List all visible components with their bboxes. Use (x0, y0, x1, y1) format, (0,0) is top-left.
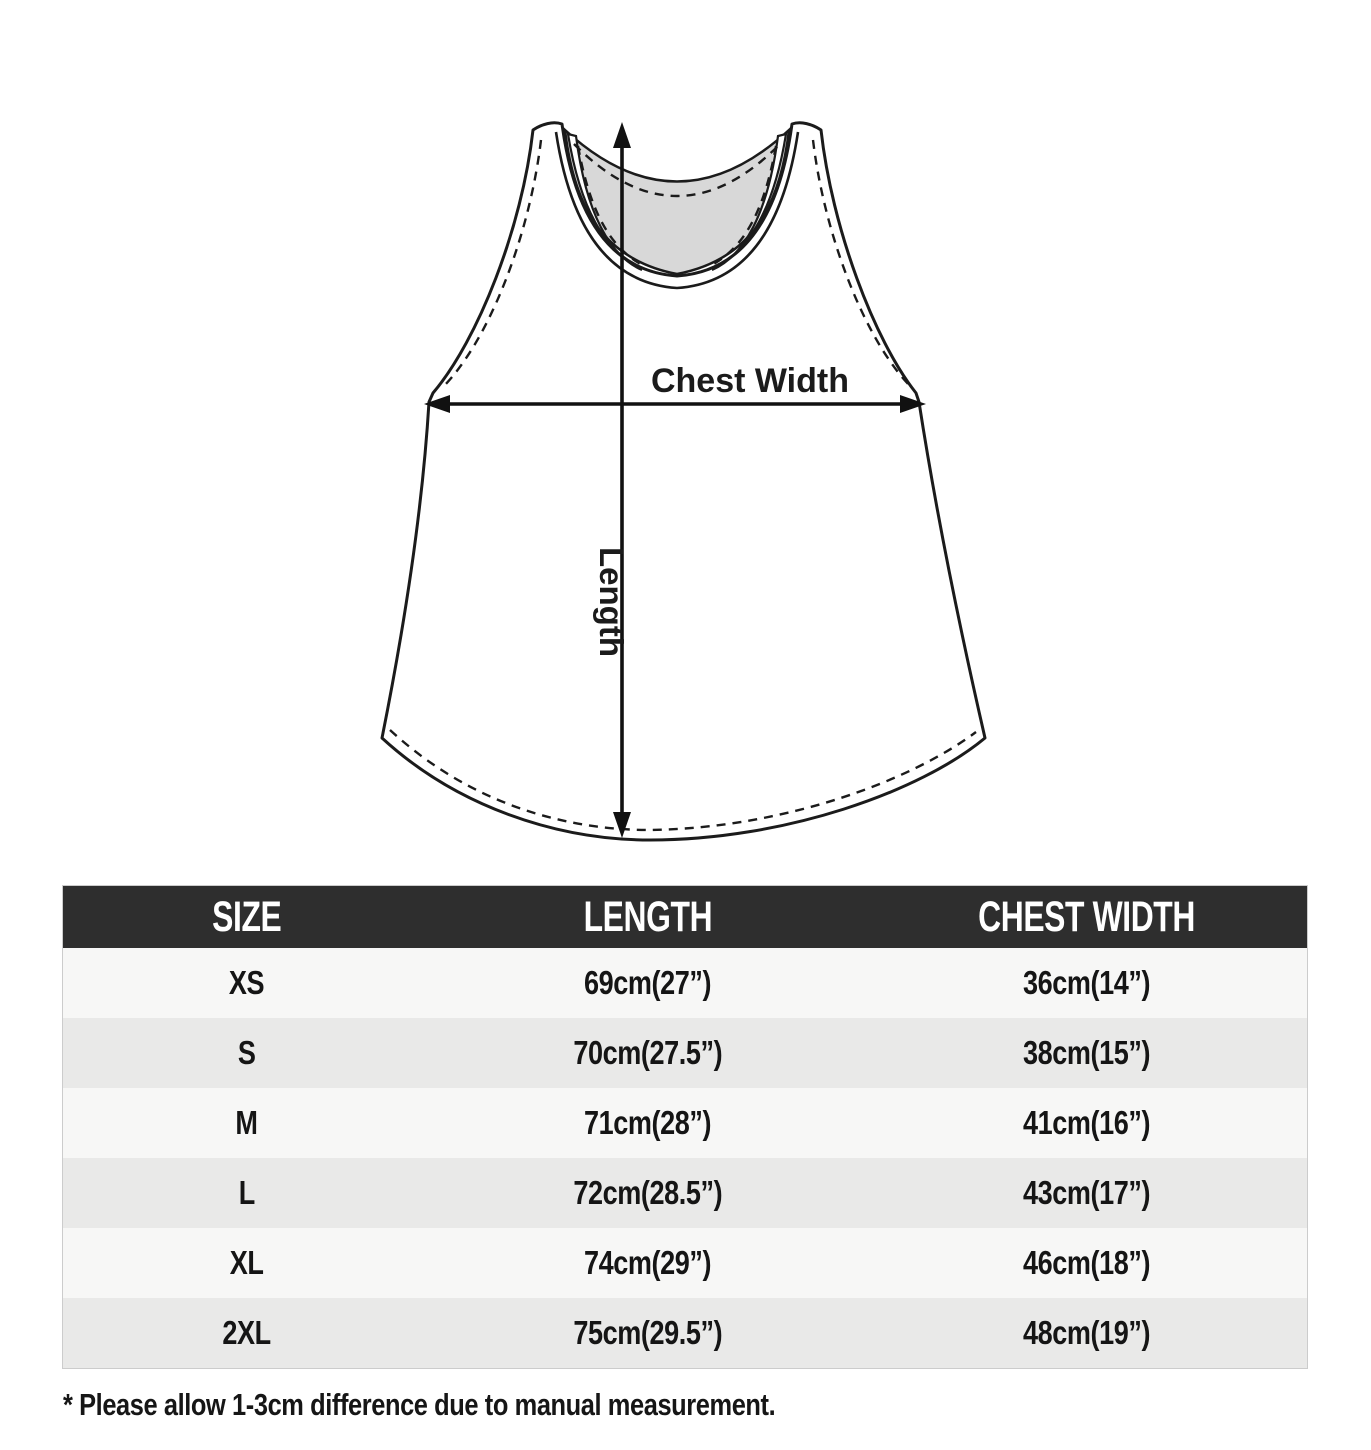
table-row (63, 1018, 1307, 1088)
column-header-length: LENGTH (430, 886, 865, 948)
table-row (63, 1228, 1307, 1298)
size-cell: 2XL (63, 1298, 430, 1368)
chest-width-label: Chest Width (650, 362, 850, 400)
size-cell: XL (63, 1228, 430, 1298)
chest-width-cell: 48cm(19”) (865, 1298, 1307, 1368)
column-header-size: SIZE (63, 886, 430, 948)
length-cell: 71cm(28”) (430, 1088, 865, 1158)
measurement-disclaimer: * Please allow 1-3cm difference due to manual measurement. (63, 1387, 776, 1422)
chest-width-cell: 36cm(14”) (865, 948, 1307, 1018)
length-cell: 75cm(29.5”) (430, 1298, 865, 1368)
column-header-chest-width: CHEST WIDTH (865, 886, 1307, 948)
length-cell: 69cm(27”) (430, 948, 865, 1018)
table-row (63, 1088, 1307, 1158)
size-cell: M (63, 1088, 430, 1158)
size-cell: XS (63, 948, 430, 1018)
table-row (63, 1158, 1307, 1228)
size-chart-table (63, 886, 1307, 1368)
table-header-row (63, 886, 1307, 948)
size-cell: S (63, 1018, 430, 1088)
chest-width-cell: 38cm(15”) (865, 1018, 1307, 1088)
length-label: Length (593, 547, 630, 657)
table-row (63, 1298, 1307, 1368)
size-cell: L (63, 1158, 430, 1228)
chest-width-cell: 41cm(16”) (865, 1088, 1307, 1158)
chest-width-cell: 46cm(18”) (865, 1228, 1307, 1298)
tank-top-diagram (360, 88, 1010, 878)
table-row (63, 948, 1307, 1018)
length-cell: 74cm(29”) (430, 1228, 865, 1298)
length-cell: 72cm(28.5”) (430, 1158, 865, 1228)
chest-width-cell: 43cm(17”) (865, 1158, 1307, 1228)
length-cell: 70cm(27.5”) (430, 1018, 865, 1088)
